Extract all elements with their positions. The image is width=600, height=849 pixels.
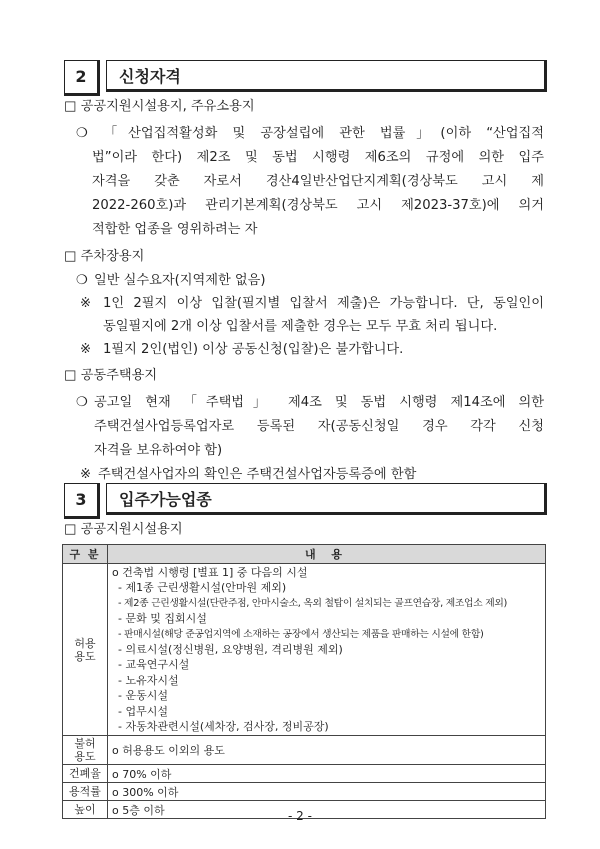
paragraph-line: 공고일 현재 「주택법」 제4조 및 동법 시행령 제14조에 의한 (94, 395, 544, 410)
row-value: ο 5층 이하 (108, 801, 546, 819)
list-item: - 자동차관련시설(세차장, 검사장, 정비공장) (118, 720, 329, 734)
section-number: 3 (64, 483, 100, 519)
row-label: 높이 (63, 801, 108, 819)
paragraph-line: 2022-260호)과 관리기본계획(경상북도 고시 제2023-37호)에 의거 (92, 198, 544, 213)
table-row (63, 736, 546, 765)
group-heading: □ 공공지원시설용지, 주유소용지 (64, 99, 255, 114)
section-2-header (64, 60, 547, 94)
note-marker: ※ (80, 467, 92, 482)
row-label: 불허 용도 (63, 736, 108, 765)
note-line: 1인 2필지 이상 입찰(필지별 입찰서 제출)은 가능합니다. 단, 동일인이 (103, 296, 544, 311)
list-item: - 제1종 근린생활시설(안마원 제외) (118, 581, 287, 595)
section-number: 2 (64, 60, 100, 96)
allowed-uses-cell (108, 564, 546, 736)
list-item: - 교육연구시설 (118, 658, 190, 672)
note-line: 주택건설사업자의 확인은 주택건설사업자등록증에 한함 (98, 467, 417, 482)
list-item: - 운동시설 (118, 689, 168, 703)
zoning-table (62, 544, 546, 819)
note-marker: ※ (80, 342, 92, 357)
group-heading: □ 공동주택용지 (64, 368, 158, 383)
list-item: - 제2종 근린생활시설(단란주점, 안마시술소, 옥외 철탑이 설치되는 골프연습장, 제조업소 제외) (118, 597, 508, 609)
list-item: - 업무시설 (118, 704, 168, 718)
table-header-category: 구 분 (63, 545, 108, 564)
paragraph-line: 주택건설사업등록업자로 등록된 자(공동신청일 경우 각각 신청 (94, 419, 544, 434)
circle-bullet: ❍ (76, 273, 88, 288)
allowed-intro: ο 건축법 시행령 [별표 1] 중 다음의 시설 (112, 566, 308, 579)
circle-bullet: ❍ (76, 126, 88, 141)
section-3-header (64, 483, 547, 517)
page-number: - 2 - (288, 809, 312, 823)
paragraph-line: 「산업집적활성화 및 공장설립에 관한 법률」(이하 “산업집적 (104, 126, 544, 141)
row-label: 건폐율 (63, 765, 108, 783)
list-item: - 노유자시설 (118, 673, 179, 687)
paragraph-line: 자격을 갖춘 자로서 경산4일반산업단지계획(경상북도 고시 제 (92, 174, 544, 189)
row-label: 용적률 (63, 783, 108, 801)
list-item: - 문화 및 집회시설 (118, 612, 207, 626)
note-line: 1필지 2인(법인) 이상 공동신청(입찰)은 불가합니다. (103, 342, 404, 357)
table-header-row (63, 545, 546, 564)
section-title: 신청자격 (106, 60, 547, 92)
paragraph-line: 자격을 보유하여야 함) (94, 443, 223, 458)
paragraph-line: 일반 실수요자(지역제한 없음) (94, 273, 266, 288)
table-header-content: 내 용 (108, 545, 546, 564)
table-row (63, 765, 546, 783)
note-line: 동일필지에 2개 이상 입찰서를 제출한 경우는 모두 무효 처리 됩니다. (103, 319, 498, 334)
row-value: ο 70% 이하 (108, 765, 546, 783)
paragraph-line: 법”이라 한다) 제2조 및 동법 시행령 제6조의 규정에 의한 입주 (92, 150, 544, 165)
row-value: ο 허용용도 이외의 용도 (108, 736, 546, 765)
circle-bullet: ❍ (76, 395, 88, 410)
note-marker: ※ (80, 296, 92, 311)
group-heading: □ 공공지원시설용지 (64, 522, 183, 537)
section-title: 입주가능업종 (106, 483, 547, 515)
row-value: ο 300% 이하 (108, 783, 546, 801)
row-label: 허용 용도 (63, 564, 108, 736)
table-row (63, 564, 546, 736)
paragraph-line: 적합한 업종을 영위하려는 자 (92, 222, 258, 237)
group-heading: □ 주차장용지 (64, 249, 145, 264)
list-item: - 판매시설(해당 준공업지역에 소재하는 공장에서 생산되는 제품을 판매하는 시설에 한함) (118, 628, 484, 640)
table-row (63, 783, 546, 801)
list-item: - 의료시설(정신병원, 요양병원, 격리병원 제외) (118, 643, 343, 657)
